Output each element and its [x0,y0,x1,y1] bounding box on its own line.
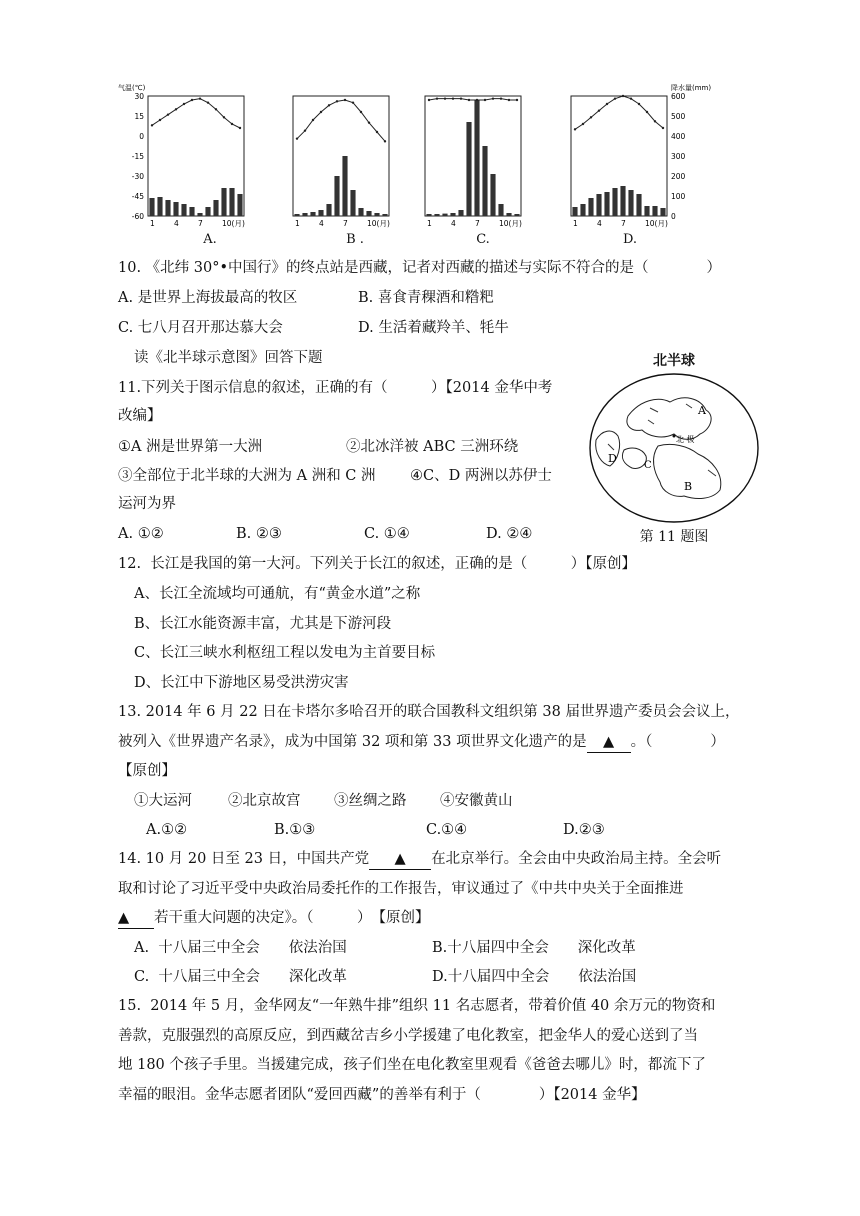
temperature-line [297,100,385,141]
temperature-point [320,111,322,113]
map-label-c: C [644,460,652,471]
q12-option-d: D、长江中下游地区易受洪涝灾害 [134,675,349,691]
temperature-point [167,113,169,115]
temperature-point [598,109,600,111]
precip-bar [580,204,585,216]
month-tick-label: 7 [475,219,480,228]
map-title: 北半球 [653,353,695,369]
read-map-instruction: 读《北半球示意图》回答下题 [134,350,323,366]
q11-stem-line1: 11.下列关于图示信息的叙述，正确的有（ ）【2014 金华中考 [118,380,553,396]
q12-option-c: C、长江三峡水利枢纽工程以发电为主首要目标 [134,645,436,661]
precip-bar [434,214,439,216]
temperature-point [428,99,430,101]
temperature-point [175,108,177,110]
precip-bar [237,194,242,216]
q14-stem-line1 [118,849,721,870]
q12-option-b: B、长江水能资源丰富，尤其是下游河段 [134,616,392,632]
q11-stem-line2: 改编】 [118,408,162,424]
chart-frame [425,96,521,216]
q14-answer-blank-1: ▲ [369,849,431,870]
precip-bar [342,156,347,216]
temp-tick-label: 0 [139,132,144,141]
temperature-line [152,99,240,128]
temp-tick-label: 30 [134,92,144,101]
q11-statement-4-cont: 运河为界 [118,496,176,512]
q15-line2: 善款，克服强烈的高原反应，到西藏岔吉乡小学援建了电化教室，把金华人的爱心送到了当 [118,1028,698,1044]
precip-bar [620,186,625,216]
q13-item-4: ④安徽黄山 [440,793,513,809]
precip-bar [302,213,307,216]
precip-tick-label: 400 [671,132,686,141]
q14-option-a: A. 十八届三中全会 依法治国 [134,940,347,956]
precip-bar [221,188,226,216]
q13-stem-line2 [118,732,725,753]
q12-option-a: A、长江全流域均可通航，有“黄金水道”之称 [134,586,421,602]
temperature-point [622,95,624,97]
month-tick-label: 10(月) [499,219,522,228]
map-label-b: B [684,480,693,493]
precip-bar [189,207,194,216]
q15-line3: 地 180 个孩子手里。当援建完成，孩子们坐在电化教室里观看《爸爸去哪儿》时，都流下了 [118,1057,706,1073]
q11-option-b: B. ②③ [236,526,282,542]
temperature-point [159,119,161,121]
q11-statement-3: ③全部位于北半球的大洲为 A 洲和 C 洲 [118,468,376,484]
precip-tick-label: 500 [671,112,686,121]
q13-stem-text: 被列入《世界遗产名录》，成为中国第 32 项和第 33 项世界文化遗产的是 [118,734,587,750]
q13-stem-line1: 13. 2014 年 6 月 22 日在卡塔尔多哈召开的联合国教科文组织第 38 届世界遗产委员会会议上， [118,704,740,720]
q13-option-c: C.①④ [426,822,468,838]
temperature-point [344,99,346,101]
chart-label-b: B . [346,232,364,247]
precip-tick-label: 100 [671,192,686,201]
temp-tick-label: 15 [134,112,144,121]
precip-bar [205,207,210,216]
q15-line4: 幸福的眼泪。金华志愿者团队“爱回西藏”的善举有利于（ ）【2014 金华】 [118,1087,646,1103]
temperature-point [151,124,153,126]
temp-tick-label: -15 [131,152,144,161]
month-tick-label: 1 [150,219,155,228]
q13-item-3: ③丝绸之路 [334,793,407,809]
q10-option-a: A. 是世界上海拔最高的牧区 [118,290,298,306]
month-tick-label: 10(月) [367,219,390,228]
temperature-point [638,103,640,105]
temperature-point [516,99,518,101]
map-label-pole: 北 极 [676,435,695,444]
month-tick-label: 7 [343,219,348,228]
chart-label-a: A. [203,232,217,247]
temperature-point [376,131,378,133]
temperature-point [590,116,592,118]
q10-option-c: C. 七八月召开那达慕大会 [118,320,283,336]
temperature-point [444,97,446,99]
precip-bar [294,214,299,216]
q14-option-d: D.十八届四中全会 依法治国 [432,969,637,985]
temperature-point [199,97,201,99]
precip-bar [350,190,355,216]
temperature-point [191,99,193,101]
chart-frame [293,96,389,216]
q13-item-2: ②北京故宫 [228,793,301,809]
q13-option-d: D.②③ [563,822,605,838]
temperature-point [508,99,510,101]
q11-option-d: D. ②④ [486,526,533,542]
q11-statement-4: ④C、D 两洲以苏伊士 [410,468,552,484]
month-tick-label: 7 [621,219,626,228]
month-tick-label: 1 [427,219,432,228]
precip-bar [652,206,657,216]
q13-item-1: ①大运河 [134,793,192,809]
precip-bar [628,190,633,216]
precip-bar [482,146,487,216]
temperature-point [614,97,616,99]
temperature-point [468,99,470,101]
temp-tick-label: -30 [131,172,144,181]
precip-tick-label: 200 [671,172,686,181]
q10-stem: 10. 《北纬 30°•中国行》的终点站是西藏，记者对西藏的描述与实际不符合的是（ ） [118,260,722,276]
precip-bar [474,100,479,216]
q10-option-b: B. 喜食青稞酒和糌粑 [358,290,494,306]
temperature-point [304,129,306,131]
temp-axis-title: 气温(℃) [118,84,146,92]
temperature-point [296,137,298,139]
q14-stem-line3 [118,908,430,929]
temperature-point [328,104,330,106]
precip-tick-label: 0 [671,212,676,221]
temperature-point [484,99,486,101]
temperature-point [630,97,632,99]
climate-charts-svg [118,82,718,232]
map-drawing [588,350,768,525]
precip-bar [181,204,186,216]
temperature-point [352,101,354,103]
month-tick-label: 4 [319,219,324,228]
q14-stem-line2: 取和讨论了习近平受中央政治局委托作的工作报告，审议通过了《中共中央关于全面推进 [118,881,684,897]
precip-bar [490,174,495,216]
month-tick-label: 10(月) [222,219,245,228]
temp-tick-label: -45 [131,192,144,201]
q13-stem-end: 。（ ） [630,734,725,750]
month-tick-label: 4 [597,219,602,228]
month-tick-label: 4 [451,219,456,228]
temperature-point [384,140,386,142]
temp-tick-label: -60 [131,212,144,221]
precip-bar [588,198,593,216]
precip-bar [596,194,601,216]
precip-bar [173,202,178,216]
precip-bar [458,210,463,216]
precip-bar [466,122,471,216]
q11-option-a: A. ①② [118,526,164,542]
precip-bar [636,194,641,216]
temperature-point [336,100,338,102]
precip-bar [326,204,331,216]
precip-bar [197,213,202,216]
q11-option-c: C. ①④ [364,526,410,542]
precip-bar [229,188,234,216]
map-label-d: D [608,452,617,465]
precip-bar [149,198,154,216]
precip-bar [358,208,363,216]
temperature-point [606,103,608,105]
temperature-point [239,127,241,129]
temperature-point [231,123,233,125]
q14-stem-text-2: 在北京举行。全会由中央政治局主持。全会听 [431,851,722,867]
month-tick-label: 10(月) [645,219,668,228]
q14-stem-text-1: 14. 10 月 20 日至 23 日，中国共产党 [118,851,370,867]
month-tick-label: 7 [198,219,203,228]
temperature-point [582,123,584,125]
temperature-point [436,97,438,99]
q13-option-a: A.①② [146,822,188,838]
temperature-point [368,121,370,123]
month-tick-label: 1 [295,219,300,228]
precip-tick-label: 600 [671,92,686,101]
precip-bar [514,214,519,216]
precip-tick-label: 300 [671,152,686,161]
temperature-point [476,99,478,101]
temperature-point [360,111,362,113]
q13-source: 【原创】 [118,763,176,779]
chart-frame [571,96,667,216]
precip-bar [644,206,649,216]
month-tick-label: 1 [573,219,578,228]
precip-bar [366,211,371,216]
q14-answer-blank-2: ▲ [118,908,154,929]
q14-stem-text-3: 若干重大问题的决定》。（ ） 【原创】 [154,910,430,926]
climate-charts [118,82,718,250]
northern-hemisphere-map [588,350,768,550]
temperature-point [500,97,502,99]
q12-stem: 12. 长江是我国的第一大河。下列关于长江的叙述，正确的是（ ）【原创】 [118,556,637,572]
precip-bar [450,213,455,216]
temperature-point [223,116,225,118]
temperature-point [654,120,656,122]
temperature-point [207,101,209,103]
chart-label-c: C. [476,232,490,247]
month-tick-label: 4 [174,219,179,228]
precip-bar [604,192,609,216]
map-label-a: A [698,404,706,417]
temperature-point [452,97,454,99]
precip-bar [572,207,577,216]
precip-bar [310,212,315,216]
q10-option-d: D. 生活着藏羚羊、牦牛 [358,320,509,336]
q15-line1: 15. 2014 年 5 月，金华网友“一年熟牛排”组织 11 名志愿者，带着价值 40 余万元的物资和 [118,998,716,1014]
precip-bar [382,214,387,216]
precip-axis-title: 降水量(mm) [671,84,712,92]
precip-bar [442,214,447,216]
precip-bar [498,204,503,216]
temperature-point [215,108,217,110]
precip-bar [506,213,511,216]
precip-bar [660,208,665,216]
precip-bar [612,188,617,216]
temperature-line [575,96,663,129]
precip-bar [165,200,170,216]
precip-bar [334,176,339,216]
q11-statement-2: ②北冰洋被 ABC 三洲环绕 [346,439,519,455]
precip-bar [213,200,218,216]
q14-option-c: C. 十八届三中全会 深化改革 [134,969,347,985]
precip-bar [318,210,323,216]
precip-bar [374,213,379,216]
temperature-point [312,119,314,121]
map-caption: 第 11 题图 [639,529,709,545]
precip-bar [426,214,431,216]
temperature-point [183,103,185,105]
temperature-point [646,111,648,113]
temperature-point [492,97,494,99]
temperature-point [574,128,576,130]
precip-bar [157,197,162,216]
temperature-point [460,97,462,99]
q13-answer-blank: ▲ [587,732,631,753]
q14-option-b: B.十八届四中全会 深化改革 [432,940,636,956]
chart-label-d: D. [622,232,638,247]
temperature-line [429,99,517,100]
q13-option-b: B.①③ [274,822,316,838]
q11-statement-1: ①A 洲是世界第一大洲 [118,439,263,455]
temperature-point [662,127,664,129]
